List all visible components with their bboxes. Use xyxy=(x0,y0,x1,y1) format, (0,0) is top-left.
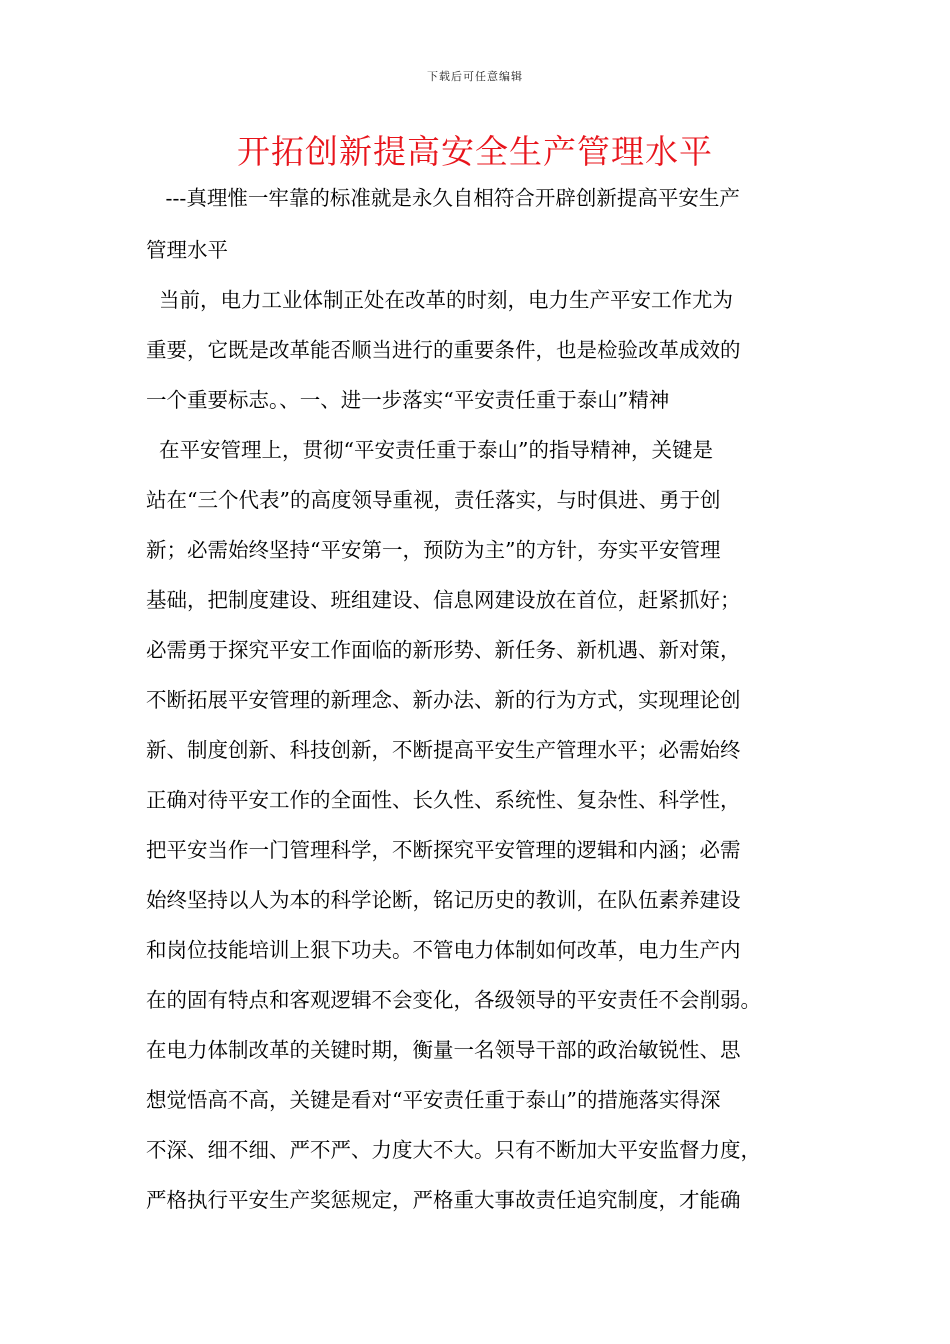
body-line-1: ---真理惟一牢靠的标准就是永久自相符合开辟创新提高平安生产 xyxy=(146,186,740,210)
body-line-12: 新、制度创新、科技创新，不断提高平安生产管理水平；必需始终 xyxy=(146,738,741,762)
body-line-9: 基础，把制度建设、班组建设、信息网建设放在首位，赶紧抓好； xyxy=(146,588,741,612)
body-line-14: 把平安当作一门管理科学，不断探究平安管理的逻辑和内涵；必需 xyxy=(146,838,741,862)
document-title: 开拓创新提高安全生产管理水平 xyxy=(237,132,713,171)
body-line-13: 正确对待平安工作的全面性、长久性、系统性、复杂性、科学性， xyxy=(146,788,741,812)
body-line-6: 在平安管理上，贯彻“平安责任重于泰山”的指导精神，关键是 xyxy=(146,438,713,462)
body-line-20: 不深、细不细、严不严、力度大不大。只有不断加大平安监督力度， xyxy=(146,1138,761,1162)
body-line-17: 在的固有特点和客观逻辑不会变化，各级领导的平安责任不会削弱。 xyxy=(146,988,761,1012)
body-line-16: 和岗位技能培训上狠下功夫。不管电力体制如何改革，电力生产内 xyxy=(146,938,741,962)
header-note: 下载后可任意编辑 xyxy=(427,70,523,83)
body-line-5: 一个重要标志。、一、进一步落实“平安责任重于泰山”精神 xyxy=(146,388,670,412)
body-line-21: 严格执行平安生产奖惩规定，严格重大事故责任追究制度，才能确 xyxy=(146,1188,741,1212)
body-line-4: 重要，它既是改革能否顺当进行的重要条件，也是检验改革成效的 xyxy=(146,338,741,362)
body-line-18: 在电力体制改革的关键时期，衡量一名领导干部的政治敏锐性、思 xyxy=(146,1038,741,1062)
body-line-8: 新；必需始终坚持“平安第一，预防为主”的方针，夯实平安管理 xyxy=(146,538,721,562)
body-line-2: 管理水平 xyxy=(146,238,228,262)
body-line-15: 始终坚持以人为本的科学论断，铭记历史的教训，在队伍素养建设 xyxy=(146,888,741,912)
body-line-10: 必需勇于探究平安工作面临的新形势、新任务、新机遇、新对策， xyxy=(146,638,741,662)
body-line-7: 站在“三个代表”的高度领导重视，责任落实，与时俱进、勇于创 xyxy=(146,488,721,512)
body-line-11: 不断拓展平安管理的新理念、新办法、新的行为方式，实现理论创 xyxy=(146,688,741,712)
body-line-3: 当前，电力工业体制正处在改革的时刻，电力生产平安工作尤为 xyxy=(146,288,734,312)
body-line-19: 想觉悟高不高，关键是看对“平安责任重于泰山”的措施落实得深 xyxy=(146,1088,721,1112)
